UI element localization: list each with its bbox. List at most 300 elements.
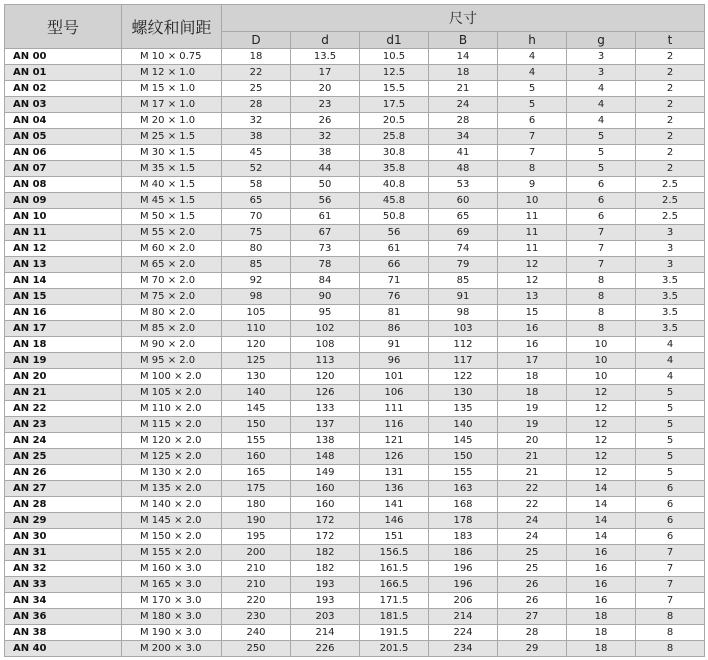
cell-B: 60: [429, 193, 498, 209]
cell-d: 67: [291, 225, 360, 241]
cell-B: 24: [429, 97, 498, 113]
cell-g: 7: [567, 241, 636, 257]
table-row: [5, 97, 705, 113]
cell-B: 53: [429, 177, 498, 193]
cell-t: 6: [636, 481, 705, 497]
cell-g: 5: [567, 145, 636, 161]
cell-h: 18: [498, 385, 567, 401]
cell-model: AN 00: [5, 49, 122, 65]
cell-B: 150: [429, 449, 498, 465]
table-row: [5, 545, 705, 561]
cell-d1: 166.5: [360, 577, 429, 593]
cell-D: 85: [222, 257, 291, 273]
cell-B: 183: [429, 529, 498, 545]
cell-model: AN 05: [5, 129, 122, 145]
cell-t: 5: [636, 433, 705, 449]
table-row: [5, 641, 705, 657]
cell-D: 125: [222, 353, 291, 369]
cell-t: 2: [636, 161, 705, 177]
header-col-B: B: [429, 32, 498, 49]
cell-model: AN 06: [5, 145, 122, 161]
cell-d: 26: [291, 113, 360, 129]
cell-d: 120: [291, 369, 360, 385]
cell-g: 10: [567, 353, 636, 369]
cell-B: 140: [429, 417, 498, 433]
table-row: [5, 609, 705, 625]
cell-model: AN 25: [5, 449, 122, 465]
cell-d: 38: [291, 145, 360, 161]
cell-d1: 45.8: [360, 193, 429, 209]
cell-D: 175: [222, 481, 291, 497]
cell-model: AN 40: [5, 641, 122, 657]
cell-B: 135: [429, 401, 498, 417]
cell-D: 210: [222, 577, 291, 593]
table-row: [5, 449, 705, 465]
cell-g: 7: [567, 225, 636, 241]
cell-B: 155: [429, 465, 498, 481]
table-row: [5, 417, 705, 433]
cell-g: 16: [567, 545, 636, 561]
table-row: [5, 177, 705, 193]
cell-thread: M 190 × 3.0: [122, 625, 222, 641]
cell-thread: M 160 × 3.0: [122, 561, 222, 577]
cell-thread: M 70 × 2.0: [122, 273, 222, 289]
cell-g: 6: [567, 177, 636, 193]
cell-D: 105: [222, 305, 291, 321]
cell-thread: M 125 × 2.0: [122, 449, 222, 465]
cell-d1: 66: [360, 257, 429, 273]
cell-t: 3.5: [636, 273, 705, 289]
cell-B: 65: [429, 209, 498, 225]
cell-D: 18: [222, 49, 291, 65]
cell-g: 12: [567, 465, 636, 481]
cell-D: 28: [222, 97, 291, 113]
cell-B: 79: [429, 257, 498, 273]
cell-g: 7: [567, 257, 636, 273]
cell-d1: 181.5: [360, 609, 429, 625]
cell-D: 52: [222, 161, 291, 177]
cell-g: 5: [567, 161, 636, 177]
cell-d: 148: [291, 449, 360, 465]
cell-B: 48: [429, 161, 498, 177]
cell-t: 2: [636, 113, 705, 129]
cell-d: 133: [291, 401, 360, 417]
header-col-h: h: [498, 32, 567, 49]
cell-D: 220: [222, 593, 291, 609]
cell-d1: 25.8: [360, 129, 429, 145]
cell-t: 3.5: [636, 305, 705, 321]
cell-t: 7: [636, 561, 705, 577]
cell-B: 117: [429, 353, 498, 369]
cell-t: 5: [636, 401, 705, 417]
cell-d: 20: [291, 81, 360, 97]
cell-t: 8: [636, 609, 705, 625]
cell-model: AN 27: [5, 481, 122, 497]
cell-h: 12: [498, 257, 567, 273]
cell-h: 10: [498, 193, 567, 209]
cell-B: 34: [429, 129, 498, 145]
table-row: [5, 209, 705, 225]
cell-g: 3: [567, 49, 636, 65]
cell-model: AN 32: [5, 561, 122, 577]
cell-d1: 121: [360, 433, 429, 449]
cell-h: 26: [498, 577, 567, 593]
cell-model: AN 18: [5, 337, 122, 353]
cell-d: 160: [291, 481, 360, 497]
cell-d: 32: [291, 129, 360, 145]
table-row: [5, 433, 705, 449]
cell-h: 16: [498, 337, 567, 353]
cell-t: 2: [636, 81, 705, 97]
cell-d1: 71: [360, 273, 429, 289]
cell-model: AN 29: [5, 513, 122, 529]
cell-h: 5: [498, 97, 567, 113]
cell-h: 21: [498, 465, 567, 481]
cell-D: 92: [222, 273, 291, 289]
cell-g: 14: [567, 529, 636, 545]
cell-h: 15: [498, 305, 567, 321]
cell-D: 120: [222, 337, 291, 353]
cell-model: AN 38: [5, 625, 122, 641]
cell-D: 45: [222, 145, 291, 161]
cell-thread: M 35 × 1.5: [122, 161, 222, 177]
cell-d1: 136: [360, 481, 429, 497]
cell-d1: 156.5: [360, 545, 429, 561]
cell-d: 113: [291, 353, 360, 369]
cell-t: 2: [636, 65, 705, 81]
cell-t: 4: [636, 369, 705, 385]
table-row: [5, 497, 705, 513]
cell-model: AN 10: [5, 209, 122, 225]
cell-d1: 96: [360, 353, 429, 369]
cell-D: 32: [222, 113, 291, 129]
cell-model: AN 36: [5, 609, 122, 625]
cell-g: 4: [567, 97, 636, 113]
cell-d: 17: [291, 65, 360, 81]
cell-g: 16: [567, 593, 636, 609]
cell-d1: 40.8: [360, 177, 429, 193]
table-body: [5, 49, 705, 657]
cell-d1: 30.8: [360, 145, 429, 161]
table-row: [5, 465, 705, 481]
cell-d1: 56: [360, 225, 429, 241]
table-row: [5, 113, 705, 129]
cell-model: AN 22: [5, 401, 122, 417]
cell-model: AN 26: [5, 465, 122, 481]
cell-D: 75: [222, 225, 291, 241]
cell-g: 8: [567, 289, 636, 305]
cell-t: 5: [636, 385, 705, 401]
cell-D: 25: [222, 81, 291, 97]
cell-model: AN 28: [5, 497, 122, 513]
lock-nut-spec-table: [4, 4, 705, 657]
cell-model: AN 23: [5, 417, 122, 433]
table-row: [5, 353, 705, 369]
cell-t: 5: [636, 417, 705, 433]
cell-t: 3.5: [636, 321, 705, 337]
cell-d: 84: [291, 273, 360, 289]
cell-d1: 20.5: [360, 113, 429, 129]
cell-model: AN 03: [5, 97, 122, 113]
table-row: [5, 385, 705, 401]
cell-t: 6: [636, 529, 705, 545]
header-col-d1: d1: [360, 32, 429, 49]
cell-d1: 131: [360, 465, 429, 481]
cell-model: AN 04: [5, 113, 122, 129]
cell-d1: 10.5: [360, 49, 429, 65]
cell-d: 172: [291, 513, 360, 529]
cell-h: 21: [498, 449, 567, 465]
header-col-t: t: [636, 32, 705, 49]
table-header: [5, 5, 705, 49]
cell-thread: M 110 × 2.0: [122, 401, 222, 417]
cell-d: 193: [291, 593, 360, 609]
cell-h: 18: [498, 369, 567, 385]
cell-model: AN 08: [5, 177, 122, 193]
cell-d: 23: [291, 97, 360, 113]
cell-thread: M 12 × 1.0: [122, 65, 222, 81]
cell-t: 6: [636, 497, 705, 513]
cell-D: 65: [222, 193, 291, 209]
cell-B: 224: [429, 625, 498, 641]
cell-g: 16: [567, 577, 636, 593]
cell-thread: M 140 × 2.0: [122, 497, 222, 513]
cell-h: 29: [498, 641, 567, 657]
cell-B: 28: [429, 113, 498, 129]
cell-h: 8: [498, 161, 567, 177]
cell-d1: 116: [360, 417, 429, 433]
cell-g: 8: [567, 273, 636, 289]
cell-d1: 91: [360, 337, 429, 353]
cell-g: 4: [567, 113, 636, 129]
table-row: [5, 129, 705, 145]
cell-D: 98: [222, 289, 291, 305]
cell-thread: M 200 × 3.0: [122, 641, 222, 657]
cell-B: 18: [429, 65, 498, 81]
cell-d1: 151: [360, 529, 429, 545]
table-row: [5, 273, 705, 289]
table-row: [5, 593, 705, 609]
cell-thread: M 20 × 1.0: [122, 113, 222, 129]
cell-B: 168: [429, 497, 498, 513]
cell-d: 50: [291, 177, 360, 193]
cell-d: 73: [291, 241, 360, 257]
cell-t: 3: [636, 257, 705, 273]
cell-d1: 15.5: [360, 81, 429, 97]
cell-D: 110: [222, 321, 291, 337]
cell-d: 182: [291, 561, 360, 577]
cell-B: 21: [429, 81, 498, 97]
cell-t: 3.5: [636, 289, 705, 305]
cell-thread: M 17 × 1.0: [122, 97, 222, 113]
cell-g: 12: [567, 449, 636, 465]
table-row: [5, 369, 705, 385]
cell-h: 24: [498, 513, 567, 529]
cell-g: 18: [567, 641, 636, 657]
cell-thread: M 50 × 1.5: [122, 209, 222, 225]
table-row: [5, 305, 705, 321]
cell-g: 12: [567, 417, 636, 433]
cell-model: AN 14: [5, 273, 122, 289]
cell-d: 214: [291, 625, 360, 641]
cell-D: 145: [222, 401, 291, 417]
cell-B: 103: [429, 321, 498, 337]
cell-D: 165: [222, 465, 291, 481]
cell-D: 210: [222, 561, 291, 577]
cell-d: 102: [291, 321, 360, 337]
cell-t: 5: [636, 465, 705, 481]
cell-B: 145: [429, 433, 498, 449]
cell-t: 7: [636, 577, 705, 593]
cell-t: 4: [636, 353, 705, 369]
cell-thread: M 45 × 1.5: [122, 193, 222, 209]
cell-thread: M 55 × 2.0: [122, 225, 222, 241]
table-row: [5, 161, 705, 177]
cell-D: 70: [222, 209, 291, 225]
cell-h: 25: [498, 545, 567, 561]
cell-d: 90: [291, 289, 360, 305]
cell-t: 6: [636, 513, 705, 529]
cell-t: 2.5: [636, 177, 705, 193]
cell-B: 69: [429, 225, 498, 241]
table-row: [5, 337, 705, 353]
cell-thread: M 90 × 2.0: [122, 337, 222, 353]
cell-t: 3: [636, 241, 705, 257]
cell-d1: 12.5: [360, 65, 429, 81]
cell-h: 22: [498, 481, 567, 497]
cell-h: 5: [498, 81, 567, 97]
cell-h: 13: [498, 289, 567, 305]
cell-g: 3: [567, 65, 636, 81]
cell-model: AN 13: [5, 257, 122, 273]
cell-model: AN 20: [5, 369, 122, 385]
cell-t: 2: [636, 145, 705, 161]
cell-D: 130: [222, 369, 291, 385]
cell-thread: M 180 × 3.0: [122, 609, 222, 625]
header-model: 型号: [5, 5, 122, 49]
cell-d1: 161.5: [360, 561, 429, 577]
cell-h: 11: [498, 209, 567, 225]
cell-h: 4: [498, 49, 567, 65]
cell-D: 180: [222, 497, 291, 513]
table-row: [5, 289, 705, 305]
cell-thread: M 25 × 1.5: [122, 129, 222, 145]
cell-thread: M 150 × 2.0: [122, 529, 222, 545]
cell-thread: M 85 × 2.0: [122, 321, 222, 337]
cell-t: 5: [636, 449, 705, 465]
cell-g: 12: [567, 401, 636, 417]
cell-d1: 35.8: [360, 161, 429, 177]
table-row: [5, 529, 705, 545]
cell-d1: 81: [360, 305, 429, 321]
cell-B: 196: [429, 561, 498, 577]
cell-model: AN 15: [5, 289, 122, 305]
cell-t: 2: [636, 129, 705, 145]
cell-d1: 201.5: [360, 641, 429, 657]
cell-d: 182: [291, 545, 360, 561]
cell-t: 2: [636, 49, 705, 65]
cell-g: 14: [567, 513, 636, 529]
cell-thread: M 165 × 3.0: [122, 577, 222, 593]
cell-B: 178: [429, 513, 498, 529]
cell-model: AN 30: [5, 529, 122, 545]
table-row: [5, 81, 705, 97]
cell-model: AN 34: [5, 593, 122, 609]
cell-D: 38: [222, 129, 291, 145]
cell-D: 240: [222, 625, 291, 641]
cell-D: 160: [222, 449, 291, 465]
cell-thread: M 15 × 1.0: [122, 81, 222, 97]
cell-D: 230: [222, 609, 291, 625]
cell-g: 12: [567, 433, 636, 449]
cell-t: 2.5: [636, 193, 705, 209]
table-row: [5, 321, 705, 337]
cell-d: 126: [291, 385, 360, 401]
cell-thread: M 65 × 2.0: [122, 257, 222, 273]
header-thread-pitch: 螺纹和间距: [122, 5, 222, 49]
cell-model: AN 33: [5, 577, 122, 593]
cell-d1: 17.5: [360, 97, 429, 113]
table-row: [5, 145, 705, 161]
cell-B: 122: [429, 369, 498, 385]
cell-B: 112: [429, 337, 498, 353]
cell-thread: M 100 × 2.0: [122, 369, 222, 385]
table-row: [5, 625, 705, 641]
cell-d1: 141: [360, 497, 429, 513]
cell-d1: 126: [360, 449, 429, 465]
cell-g: 6: [567, 209, 636, 225]
cell-d1: 50.8: [360, 209, 429, 225]
cell-B: 85: [429, 273, 498, 289]
cell-B: 234: [429, 641, 498, 657]
cell-d: 137: [291, 417, 360, 433]
cell-model: AN 21: [5, 385, 122, 401]
cell-d: 172: [291, 529, 360, 545]
cell-g: 8: [567, 321, 636, 337]
cell-thread: M 95 × 2.0: [122, 353, 222, 369]
cell-g: 10: [567, 337, 636, 353]
cell-h: 7: [498, 145, 567, 161]
cell-t: 8: [636, 641, 705, 657]
cell-h: 25: [498, 561, 567, 577]
table-row: [5, 577, 705, 593]
cell-D: 200: [222, 545, 291, 561]
cell-h: 28: [498, 625, 567, 641]
cell-h: 16: [498, 321, 567, 337]
cell-h: 9: [498, 177, 567, 193]
cell-thread: M 60 × 2.0: [122, 241, 222, 257]
cell-d1: 106: [360, 385, 429, 401]
cell-B: 130: [429, 385, 498, 401]
cell-h: 11: [498, 241, 567, 257]
cell-g: 18: [567, 625, 636, 641]
cell-d1: 111: [360, 401, 429, 417]
cell-model: AN 07: [5, 161, 122, 177]
header-col-D: D: [222, 32, 291, 49]
cell-d1: 191.5: [360, 625, 429, 641]
cell-d: 13.5: [291, 49, 360, 65]
cell-t: 2: [636, 97, 705, 113]
cell-d: 56: [291, 193, 360, 209]
cell-D: 195: [222, 529, 291, 545]
cell-t: 7: [636, 593, 705, 609]
table-row: [5, 193, 705, 209]
cell-d: 203: [291, 609, 360, 625]
cell-D: 80: [222, 241, 291, 257]
cell-B: 91: [429, 289, 498, 305]
cell-d: 61: [291, 209, 360, 225]
table-row: [5, 65, 705, 81]
